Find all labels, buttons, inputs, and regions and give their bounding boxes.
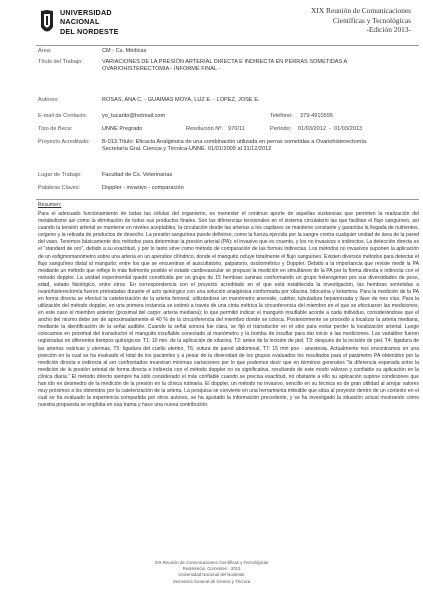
- university-name: [60, 8, 119, 36]
- project-label: Proyecto Acreditado:: [38, 139, 90, 145]
- workplace-value: Facultad de Cs. Veterinarias: [102, 172, 173, 178]
- area-value: CM - Cs. Médicas: [102, 48, 147, 54]
- phone-value: 379-4910595: [300, 113, 333, 119]
- grant-type-label: Tipo de Beca:: [38, 126, 73, 132]
- summary-text: Para el adecuado funcionamiento de todas las células del organismo, es menester el continuo aporte de aquellas sustancias que permiten la realización del metabolismo así como la eliminación de todos sus productos finales. Son las diferencias tensionales en el sistema circulatorio las que facilitan el flujo sanguíneo, así cuando la tensión arterial se mantiene en niveles aceptables, la circulación desde las arterias a los capilares se mantiene constante y garantiza la llegada de nutrientes, oxígeno y la retirada de productos de desecho. La presión sanguínea puede definirse, como la fuerza ejercida por la sangre contra cualquier unidad de área de la pared del vaso. Tenemos básicamente dos métodos para determinar la presión arterial (PA): el invasivo que es cruento, y los no invasivos o indirectos. La detección directa es el "standard de oro", debido a su exactitud, y por lo tanto sirve como método de comparación de las formas indirectas. Los métodos no invasivos suponen la aplicación de un esfigmomanómetro sobre una arteria en un apéndice cilíndrico, donde el manguito ocluye totalmente el flujo sanguíneo. Existen diversos métodos para detectar el flujo sanguíneo distal al manguito; entre los que se encuentran el auscultatorio, palpatorio, oscilométrico y Doppler. Debido a la importancia que reviste medir la PA mediante un método que refleje lo más fielmente posible el estado cardiovascular se propuso la medición en simultáneo de la PA por la forma directa e indirecta con el método doppler. La unidad experimental quedó constituida por un grupo de 15 hembras caninas conformando un grupo heterogéneo por sus diversidades de peso, edad, estado fisiológico, entre otros. En correspondencia con el proyecto acreditado en el que está establecida la investigación, las hembras sometidas a ovariohisterectomía fueron pretratadas durante el acto quirúrgico con una solución analgésica conformada por xilacina, lidocaína y ketamina. Para la medición de la PA en forma directa se efectuó la cateterización de la arteria femoral, utilizándose un manómetro aneroide, catéter, tubuladura heparinizada y llave de tres vías. Para la utilización del método doppler, en una primera instancia se estimó a través de una cinta métrica la circunferencia del miembro en el que se efectuaron las mediciones, en este caso el miembro anterior (proximal del carpo: arteria mediana); lo que permitió indicar el manguito insuflable acorde a cada individuo, considerándose que el ancho del mismo debe ser de aproximadamente el 40 % de la circunferencia del miembro donde se coloca. Posteriormente se procedió a localizar la arteria mediana, mediante la identificación de la señal audible. Cuando la señal sonora fue clara, se fijó el transductor en el sitio para evitar perder la localización arterial. Luego colocamos en proximal del transductor el manguito insuflable conectado al manómetro y la bomba de insuflar para dar inicio a las mediciones. Las variables fueron registradas en diferentes tiempos quirúrgicos: T1: 10 min. de la aplicación de xilacina, T2: antes de la incisión de piel, T3: después de la incisión de piel, T4: ligadura de las arterias ováricas y uterinas, T5: ligadura del cuello uterino, T6: sutura de pared abdominal, T7: 15 min pos - anestesia. Actualmente nos encontramos en una posición en la cual se ha evaluado el total de los pacientes y a pesar de la diversidad de los grupos evaluados los resultados para el parámetro PA obtenidos por la medición directa e indirecta al ser confrontados muestran mínimas variaciones por lo que podemos decir que en términos generales "la diferencia esperada entre la medición de la presión arterial de forma directa e indirecta con el método doppler no es significativa, resultando de este modo válvoso y confiable su aplicación en la clínica diaria." El método directo siempre ha sido considerado el más confiable cuando se precisa exactitud, no obstante a ello su aplicación supone condiciones que han ido en desmedro de la medición de la presión en la clínica rutinaria. El doppler, un método no invasivo, sencillo en su técnica es de gran utilidad al arrojar valores muy próximos a los obtenidos por la cateterización de la arteria. La pesquisa se convierte en una herramienta imbuible que sitúa al proyecto dentro de un contexto en el cual se ha evaluado la experiencia compartida por otros autores, se ha ajustado la información precedente, y se ha investigado la situación actual mostrando cómo nuestra propuesta se engloba en esa trama y hace una nueva contribución.: [38, 211, 419, 409]
- resolution-value: 970/11: [228, 126, 245, 132]
- email-value: yo_tucarito@hotmail.com: [102, 113, 166, 119]
- footer-line-3: Universidad Nacional del Nordeste: [178, 572, 245, 578]
- grant-type-value: UNNE Pregrado: [102, 126, 143, 132]
- university-name-line-1: UNIVERSIDAD: [60, 8, 112, 17]
- summary-heading: Resumen:: [38, 202, 62, 208]
- conference-title: [311, 6, 411, 35]
- header-divider: [36, 45, 419, 46]
- page-header: [0, 0, 423, 44]
- period-value: 01/03/2012 - 01/03/2013: [298, 126, 363, 132]
- title-label: Título del Trabajo:: [38, 59, 83, 65]
- conference-title-line-2: Científicas y Tecnológicas: [332, 15, 411, 25]
- university-crest-icon: [38, 9, 56, 37]
- email-label: E-mail de Contacto:: [38, 113, 88, 119]
- keywords-value: Doppler - invasivo - comparación: [102, 185, 184, 191]
- conference-title-line-3: -Edición 2013-: [366, 25, 411, 35]
- keywords-label: Palabras Claves:: [38, 185, 81, 191]
- resolution-label: Resolución Nº:: [186, 126, 223, 132]
- authors-label: Autores:: [38, 97, 59, 103]
- university-name-line-3: DEL NORDESTE: [60, 26, 119, 36]
- fields-divider: [36, 199, 419, 200]
- area-label: Área:: [38, 48, 52, 54]
- phone-label: Teléfono:: [270, 113, 293, 119]
- authors-value: ROSAS, ANA C. - GUAIMAS MOYA, LUZ E. - LOPEZ, JOSE E.: [102, 97, 260, 103]
- period-label: Período:: [270, 126, 292, 132]
- project-value: B-013.Título: Eficacia Analgésica de una combinación utilizada en perras sometidas a Ovariohisterectomía. Secretaría Gral. Ciencia y Técnica-UNNE. 01/01/2009 al 31/12/2012: [102, 139, 368, 152]
- footer-line-1: XIX Reunión de Comunicaciones Científicas y Tecnológicas: [154, 560, 269, 565]
- university-logo: [38, 8, 158, 40]
- footer-line-4: Secretaría General de Ciencia y Técnica: [172, 578, 251, 584]
- workplace-label: Lugar de Trabajo:: [38, 172, 82, 178]
- footer-line-2: Resistencia, Corrientes - 2013: [182, 566, 241, 572]
- conference-title-line-1: XIX Reunión de Comunicaciones: [311, 6, 411, 15]
- summary-section: [38, 202, 419, 409]
- university-name-line-2: NACIONAL: [60, 17, 100, 27]
- title-value: VARIACIONES DE LA PRESIÓN ARTERIAL DIRECTA E INDIRECTA EN PERRAS SOMETIDAS A OVARIOHISTERECTOMIA - INFORME FINAL -: [102, 59, 347, 72]
- page-footer: [0, 560, 423, 585]
